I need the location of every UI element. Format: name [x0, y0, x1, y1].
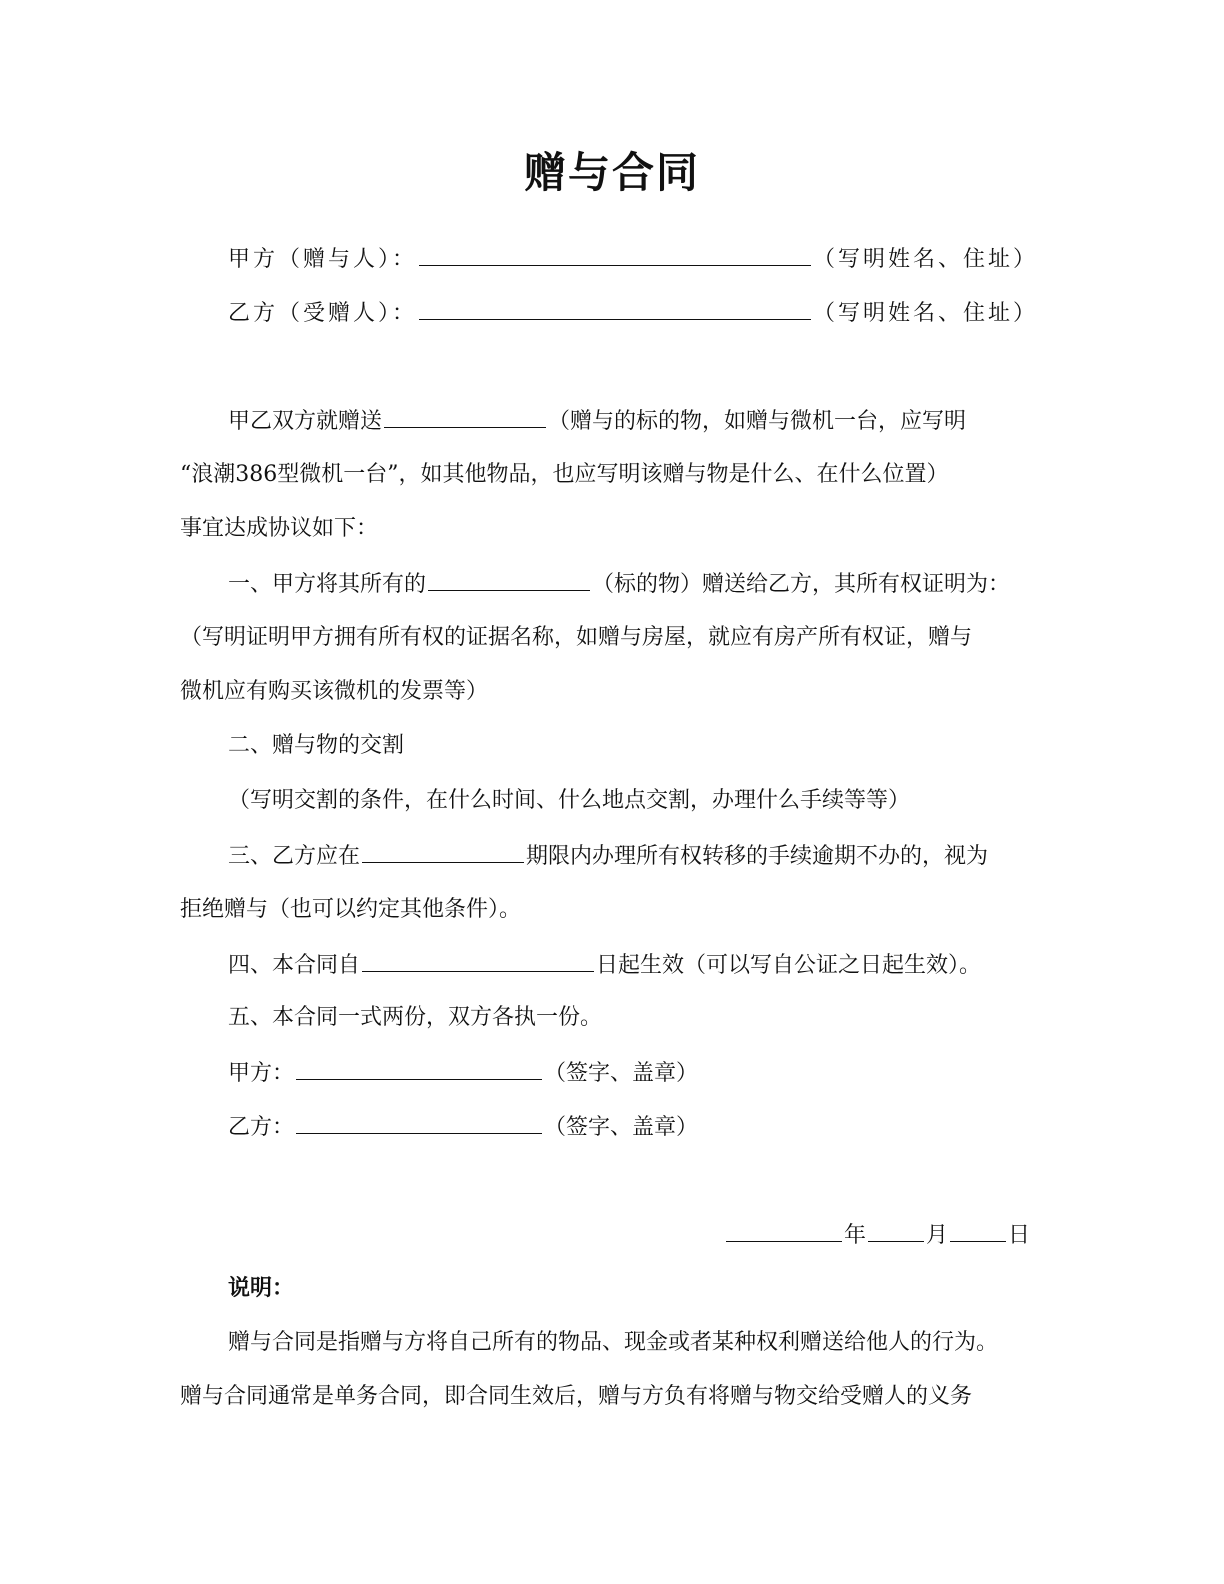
sign-a-line — [228, 1057, 698, 1089]
date-month-label: 月 — [926, 1223, 949, 1248]
date-year-blank[interactable] — [726, 1219, 842, 1242]
clause-1-blank[interactable] — [428, 568, 590, 591]
explanation-line-1: 赠与合同是指赠与方将自己所有的物品、现金或者某种权利赠送给他人的行为。 — [228, 1330, 999, 1355]
clause-3-pre: 三、乙方应在 — [228, 844, 361, 869]
clause-2-heading: 二、赠与物的交割 — [228, 733, 405, 758]
clause-3-blank[interactable] — [362, 840, 524, 863]
clause-5-line: 五、本合同一式两份，双方各执一份。 — [228, 1005, 603, 1030]
sign-a-blank[interactable] — [296, 1057, 542, 1080]
clause-1-post: （标的物）赠送给乙方，其所有权证明为： — [592, 572, 1011, 597]
sign-a-label: 甲方： — [228, 1061, 295, 1086]
clause-1-line-3: 微机应有购买该微机的发票等） — [180, 679, 489, 704]
intro-line-1 — [228, 405, 966, 437]
party-a-note: （写明姓名、住址） — [813, 247, 1039, 272]
clause-2-note: （写明交割的条件，在什么时间、什么地点交割，办理什么手续等等） — [228, 788, 911, 813]
intro-line-2: “浪潮386型微机一台”，如其他物品，也应写明该赠与物是什么、在什么位置） — [180, 462, 949, 487]
party-b-blank[interactable] — [419, 297, 811, 320]
intro-pre: 甲乙双方就赠送 — [228, 409, 383, 434]
sign-b-label: 乙方： — [228, 1115, 295, 1140]
sign-a-note: （签字、盖章） — [544, 1061, 699, 1086]
sign-b-note: （签字、盖章） — [544, 1115, 699, 1140]
clause-4-pre: 四、本合同自 — [228, 953, 361, 978]
gift-item-blank[interactable] — [384, 405, 546, 428]
date-line — [724, 1219, 1030, 1251]
clause-1-line-1 — [228, 568, 1010, 600]
clause-4-blank[interactable] — [362, 949, 594, 972]
sign-b-line — [228, 1111, 698, 1143]
date-day-blank[interactable] — [950, 1219, 1006, 1242]
party-b-note: （写明姓名、住址） — [813, 301, 1039, 326]
intro-post: （赠与的标的物，如赠与微机一台，应写明 — [548, 409, 967, 434]
sign-b-blank[interactable] — [296, 1111, 542, 1134]
party-a-label: 甲方（赠与人）： — [228, 247, 418, 272]
document-title: 赠与合同 — [523, 148, 700, 197]
date-month-blank[interactable] — [868, 1219, 924, 1242]
clause-3-post: 期限内办理所有权转移的手续逾期不办的，视为 — [526, 844, 989, 869]
explanation-line-2: 赠与合同通常是单务合同，即合同生效后，赠与方负有将赠与物交给受赠人的义务 — [180, 1384, 973, 1409]
intro-line-3: 事宜达成协议如下： — [180, 516, 379, 541]
explanation-heading: 说明： — [228, 1276, 295, 1301]
party-b-line — [228, 297, 1038, 329]
clause-4-post: 日起生效（可以写自公证之日起生效）。 — [596, 953, 982, 978]
clause-3-line-1 — [228, 840, 988, 872]
date-day-label: 日 — [1008, 1223, 1031, 1248]
date-year-label: 年 — [844, 1223, 867, 1248]
party-a-line — [228, 243, 1038, 275]
clause-4-line — [228, 949, 981, 981]
clause-1-pre: 一、甲方将其所有的 — [228, 572, 427, 597]
party-b-label: 乙方（受赠人）： — [228, 301, 418, 326]
clause-3-line-2: 拒绝赠与（也可以约定其他条件）。 — [180, 897, 522, 922]
party-a-blank[interactable] — [419, 243, 811, 266]
clause-1-line-2: （写明证明甲方拥有所有权的证据名称，如赠与房屋，就应有房产所有权证，赠与 — [180, 625, 973, 650]
